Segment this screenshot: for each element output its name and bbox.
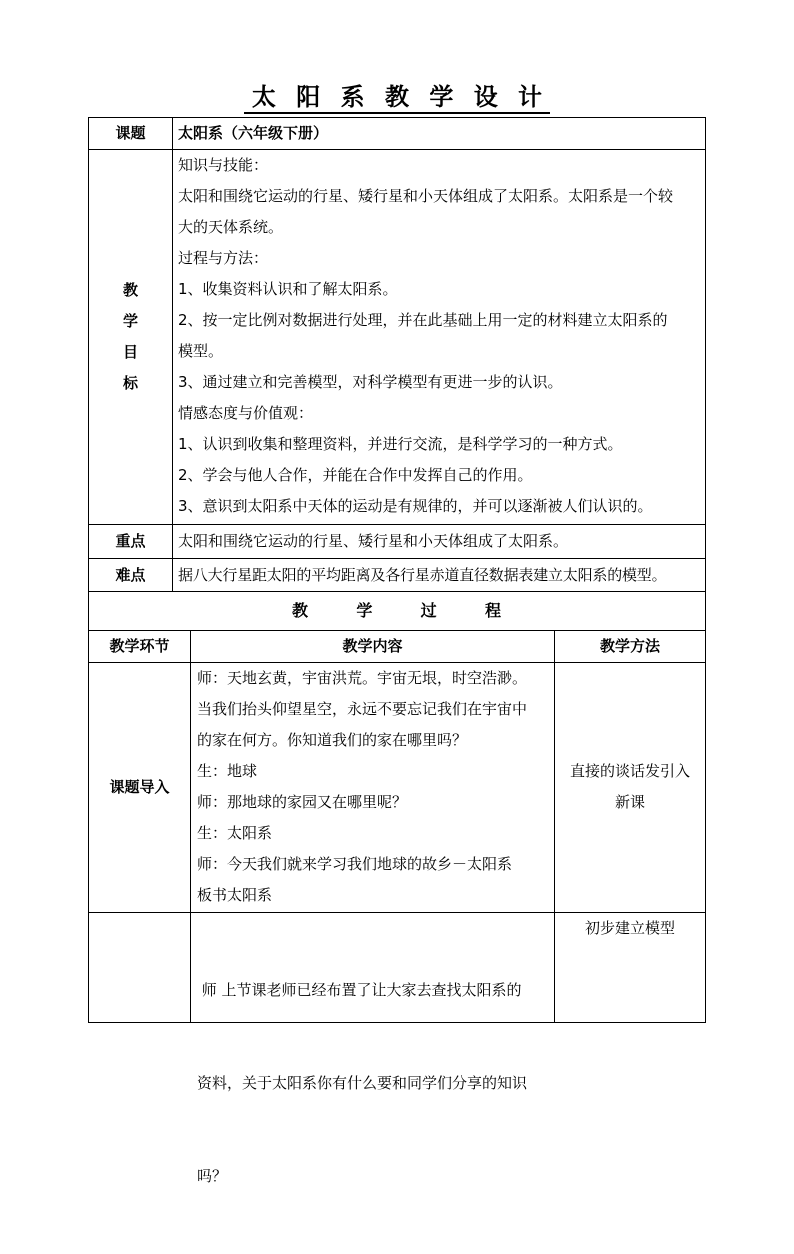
row2-content-line: 师 上节课老师已经布置了让大家去查找太阳系的 xyxy=(197,981,522,999)
objective-line: 2、学会与他人合作，并能在合作中发挥自己的作用。 xyxy=(178,466,533,484)
objective-line: 3、意识到太阳系中天体的运动是有规律的，并可以逐渐被人们认识的。 xyxy=(178,497,653,515)
process-title-char: 程 xyxy=(484,601,501,620)
objective-line: 大的天体系统。 xyxy=(178,218,284,236)
intro-content-line: 生：太阳系 xyxy=(197,824,273,842)
intro-content-line: 师：今天我们就来学习我们地球的故乡－太阳系 xyxy=(197,855,513,873)
process-title xyxy=(292,592,501,630)
intro-stage: 课题导入 xyxy=(109,778,170,796)
row2-method-line: 初步建立模型 xyxy=(584,919,675,937)
intro-method xyxy=(555,756,705,818)
row2-content-line: 吗？ xyxy=(197,1167,228,1185)
intro-content-line: 师：那地球的家园又在哪里呢？ xyxy=(197,793,408,811)
difficulty-value: 据八大行星距太阳的平均距离及各行星赤道直径数据表建立太阳系的模型。 xyxy=(178,566,667,584)
key-point-label: 重点 xyxy=(115,532,146,550)
row2-content xyxy=(197,913,553,1185)
row2-content-line: 资料，关于太阳系你有什么要和同学们分享的知识 xyxy=(197,1074,528,1092)
topic-label: 课题 xyxy=(115,124,146,142)
objective-line: 太阳和围绕它运动的行星、矮行星和小天体组成了太阳系。太阳系是一个较 xyxy=(178,187,674,205)
intro-method-line: 直接的谈话发引入 xyxy=(569,762,690,780)
rule-label-column xyxy=(172,118,173,591)
rule-stage-column xyxy=(190,630,191,1022)
intro-content xyxy=(197,663,553,912)
objectives-label xyxy=(89,275,172,399)
rule-method-column xyxy=(554,630,555,1022)
document-title-text: 太 阳 系 教 学 设 计 xyxy=(244,82,550,114)
objective-line: 1、收集资料认识和了解太阳系。 xyxy=(178,280,398,298)
document-title xyxy=(0,80,794,114)
intro-content-line: 板书太阳系 xyxy=(197,886,273,904)
intro-content-line: 当我们抬头仰望星空，永远不要忘记我们在宇宙中 xyxy=(197,700,528,718)
intro-content-line: 的家在何方。你知道我们的家在哪里吗？ xyxy=(197,731,468,749)
difficulty-label: 难点 xyxy=(115,566,146,584)
objective-line: 过程与方法： xyxy=(178,249,269,267)
objective-line: 1、认识到收集和整理资料，并进行交流，是科学学习的一种方式。 xyxy=(178,435,623,453)
key-point-value: 太阳和围绕它运动的行星、矮行星和小天体组成了太阳系。 xyxy=(178,532,569,550)
objectives-label-char: 教 xyxy=(122,281,138,299)
header-content: 教学内容 xyxy=(342,637,403,655)
objective-line: 模型。 xyxy=(178,342,224,360)
objectives-label-char: 标 xyxy=(122,374,138,392)
objectives-label-char: 学 xyxy=(122,312,138,330)
objectives-label-char: 目 xyxy=(122,343,138,361)
topic-value: 太阳系（六年级下册） xyxy=(178,124,329,142)
process-title-char: 教 xyxy=(292,601,309,620)
header-method: 教学方法 xyxy=(599,637,660,655)
intro-content-line: 师：天地玄黄，宇宙洪荒。宇宙无垠，时空浩渺。 xyxy=(197,669,528,687)
objective-line: 知识与技能： xyxy=(178,156,269,174)
header-stage: 教学环节 xyxy=(109,637,170,655)
objective-line: 2、按一定比例对数据进行处理，并在此基础上用一定的材料建立太阳系的 xyxy=(178,311,668,329)
process-title-char: 过 xyxy=(420,601,437,620)
intro-method-line: 新课 xyxy=(614,793,645,811)
objectives-content xyxy=(178,150,703,524)
intro-content-line: 生：地球 xyxy=(197,762,258,780)
process-title-char: 学 xyxy=(356,601,373,620)
row2-method xyxy=(555,913,705,944)
lesson-plan-table xyxy=(88,117,706,1185)
objective-line: 情感态度与价值观： xyxy=(178,404,314,422)
objective-line: 3、通过建立和完善模型，对科学模型有更进一步的认识。 xyxy=(178,373,563,391)
